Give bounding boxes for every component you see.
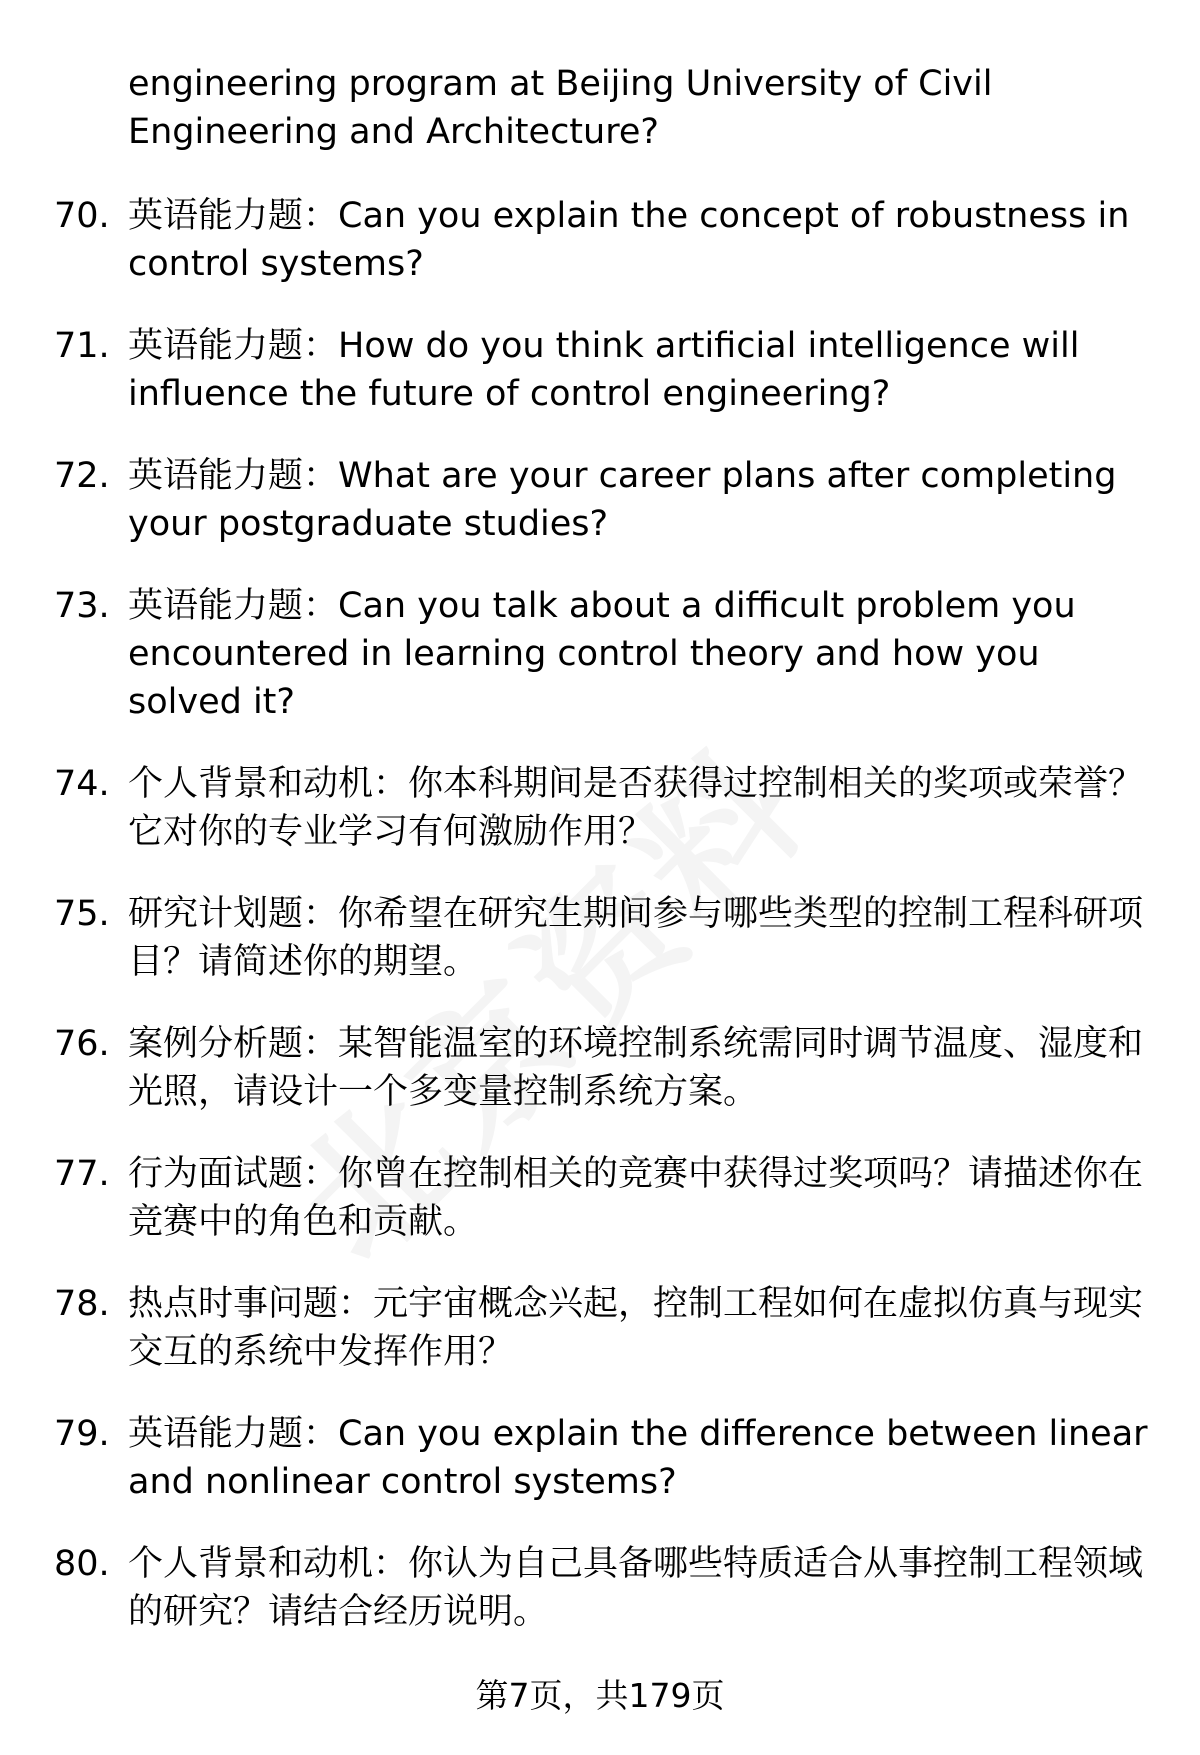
page-footer: 第7页，共179页 xyxy=(475,1676,725,1715)
question-text: 热点时事问题：元宇宙概念兴起，控制工程如何在虚拟仿真与现实交互的系统中发挥作用？ xyxy=(128,1284,1144,1372)
continued-question-text: engineering program at Beijing University of Civil Engineering and Architecture? xyxy=(128,64,993,152)
question-item xyxy=(54,1410,1164,1506)
question-text: 行为面试题：你曾在控制相关的竞赛中获得过奖项吗？请描述你在竞赛中的角色和贡献。 xyxy=(128,1154,1144,1242)
question-number: 73. xyxy=(54,586,110,626)
question-number: 70. xyxy=(54,196,110,236)
question-list-container xyxy=(54,60,1164,1670)
question-item xyxy=(54,1150,1164,1246)
question-number: 72. xyxy=(54,456,110,496)
question-text: 英语能力题：Can you explain the concept of robustness in control systems? xyxy=(128,196,1130,284)
question-text: 英语能力题：Can you explain the difference between linear and nonlinear control systems? xyxy=(128,1414,1148,1502)
question-item xyxy=(54,890,1164,986)
question-item xyxy=(54,192,1164,288)
question-item xyxy=(54,452,1164,548)
question-number: 79. xyxy=(54,1414,110,1454)
question-number: 76. xyxy=(54,1024,110,1064)
question-number: 78. xyxy=(54,1284,110,1324)
question-item xyxy=(54,1540,1164,1636)
question-number: 74. xyxy=(54,764,110,804)
question-item xyxy=(54,322,1164,418)
question-number: 77. xyxy=(54,1154,110,1194)
question-text: 研究计划题：你希望在研究生期间参与哪些类型的控制工程科研项目？请简述你的期望。 xyxy=(128,894,1144,982)
question-text: 英语能力题：Can you talk about a difficult problem you encountered in learning control theory and how you solved it? xyxy=(128,586,1076,722)
question-number: 71. xyxy=(54,326,110,366)
question-list xyxy=(54,192,1164,1636)
question-number: 80. xyxy=(54,1544,110,1584)
question-text: 个人背景和动机：你认为自己具备哪些特质适合从事控制工程领域的研究？请结合经历说明。 xyxy=(128,1544,1144,1632)
question-number: 75. xyxy=(54,894,110,934)
question-item xyxy=(54,1020,1164,1116)
question-item xyxy=(54,760,1164,856)
question-text: 案例分析题：某智能温室的环境控制系统需同时调节温度、湿度和光照，请设计一个多变量控制系统方案。 xyxy=(128,1024,1144,1112)
question-item xyxy=(54,1280,1164,1376)
question-text: 英语能力题：What are your career plans after completing your postgraduate studies? xyxy=(128,456,1117,544)
question-text: 个人背景和动机：你本科期间是否获得过控制相关的奖项或荣誉？它对你的专业学习有何激励作用？ xyxy=(128,764,1144,852)
question-text: 英语能力题：How do you think artificial intelligence will influence the future of control engineering? xyxy=(128,326,1080,414)
question-item xyxy=(54,582,1164,726)
